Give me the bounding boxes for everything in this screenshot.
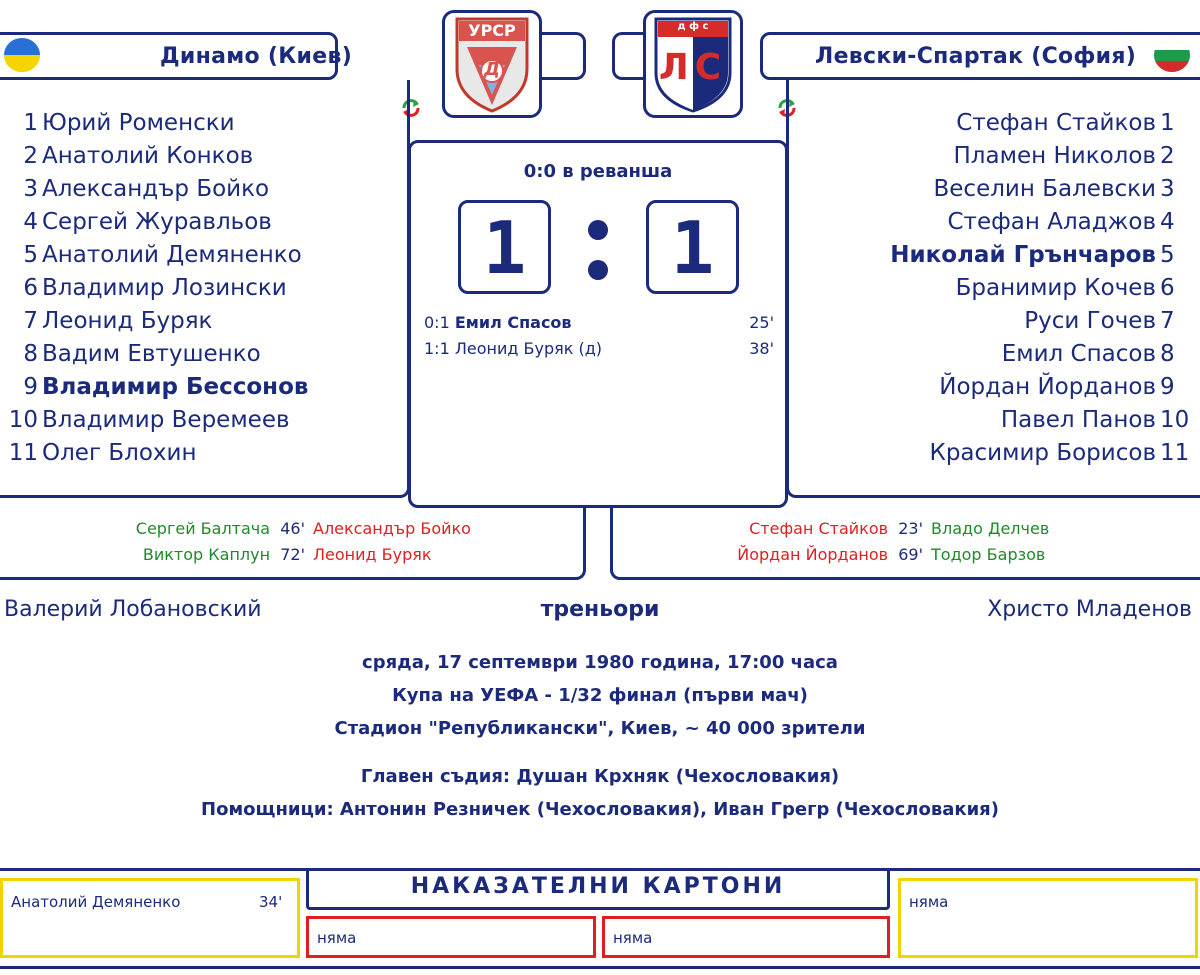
home-player-7[interactable]: 7 Леонид Буряк [23,308,213,334]
scoreboard [408,140,788,508]
home-player-2[interactable]: 2 Анатолий Конков [23,143,254,169]
away-player-3[interactable]: Веселин Балевски 3 [933,176,1175,202]
away-yellow-cards [898,878,1198,958]
home-sub-1: Сергей Балтача 46' [135,519,305,538]
home-red-cards [306,916,596,958]
away-player-6[interactable]: Бранимир Кочев 6 [955,275,1175,301]
away-score-digit: 1 [670,206,715,290]
home-crest-letter: Д [483,59,501,80]
home-red-cards-value: няма [317,929,357,947]
goal-row-2[interactable]: 1:1 Леонид Буряк (д) 38' [424,339,774,358]
away-red-cards [602,916,890,958]
away-coach[interactable]: Христо Младенов [987,597,1192,622]
match-date: сряда, 17 септември 1980 година, 17:00 часа [362,652,838,673]
away-lineup-frame [786,80,1200,498]
match-referee: Главен съдия: Душан Крхняк (Чехословакия) [360,766,840,787]
away-player-11[interactable]: Красимир Борисов 11 [929,440,1190,466]
home-team-name[interactable]: Динамо (Киев) [160,44,353,69]
ukraine-flag-icon [4,38,40,72]
home-yellow-cards [0,878,300,958]
home-player-4[interactable]: 4 Сергей Журавльов [23,209,272,235]
home-player-5[interactable]: 5 Анатолий Демяненко [23,242,302,268]
home-lineup-frame [0,80,410,498]
away-player-8[interactable]: Емил Спасов 8 [1001,341,1175,367]
away-player-9[interactable]: Йордан Йорданов 9 [939,374,1175,400]
home-sub-1-out: Александър Бойко [313,519,471,538]
home-player-8[interactable]: 8 Вадим Евтушенко [23,341,261,367]
home-score-digit: 1 [482,206,527,290]
away-player-2[interactable]: Пламен Николов 2 [953,143,1175,169]
away-sub-1: Стефан Стайков 23' [749,519,923,538]
away-player-7[interactable]: Руси Гочев 7 [1024,308,1175,334]
bulgaria-flag-icon [1154,38,1190,72]
home-player-6[interactable]: 6 Владимир Лозински [23,275,287,301]
away-player-4[interactable]: Стефан Аладжов 4 [947,209,1175,235]
away-player-1[interactable]: Стефан Стайков 1 [956,110,1175,136]
match-assistants: Помощници: Антонин Резничек (Чехословакия), Иван Грегр (Чехословакия) [201,799,999,820]
away-red-cards-value: няма [613,929,653,947]
score-caption: 0:0 в реванша [523,161,673,182]
away-sub-1-in: Владо Делчев [931,519,1050,538]
home-sub-2-out: Леонид Буряк [313,545,432,564]
match-venue: Стадион "Републикански", Киев, ~ 40 000 зрители [334,718,866,739]
home-crest-text: УРСР [468,21,516,40]
home-player-10[interactable]: 10 Владимир Веремеев [8,407,290,433]
cards-title: НАКАЗАТЕЛНИ КАРТОНИ [410,874,786,899]
home-crest-frame [442,10,542,118]
away-crest-letters: ЛС [658,47,728,88]
away-team-name[interactable]: Левски-Спартак (София) [815,44,1137,69]
coaches-label: треньори [540,597,660,622]
away-crest-top-text: д ф с [677,21,709,32]
cards-bottom-line [0,966,1200,969]
away-crest-frame [643,10,743,118]
home-yellow-card-player[interactable]: Анатолий Демяненко [11,893,181,911]
home-player-11[interactable]: 11 Олег Блохин [8,440,197,466]
match-competition: Купа на УЕФА - 1/32 финал (първи мач) [392,685,808,706]
home-player-3[interactable]: 3 Александър Бойко [23,176,270,202]
cards-title-box [306,870,890,910]
home-sub-2: Виктор Каплун 72' [142,545,305,564]
home-yellow-card-minute: 34' [259,893,283,911]
goal-row-1[interactable]: 0:1 Емил Спасов 25' [424,313,774,332]
home-score-box [458,200,551,294]
away-sub-2-in: Тодор Барзов [931,545,1046,564]
home-coach[interactable]: Валерий Лобановский [4,597,262,622]
away-sub-2: Йордан Йорданов 69' [737,545,923,564]
away-player-5-captain[interactable]: Николай Грънчаров 5 [890,242,1175,268]
away-yellow-cards-value: няма [909,893,949,911]
home-player-9-captain[interactable]: 9 Владимир Бессонов [23,374,309,400]
away-player-10[interactable]: Павел Панов 10 [1000,407,1190,433]
score-colon [588,220,608,280]
away-score-box [646,200,739,294]
home-player-1[interactable]: 1 Юрий Роменски [23,110,235,136]
